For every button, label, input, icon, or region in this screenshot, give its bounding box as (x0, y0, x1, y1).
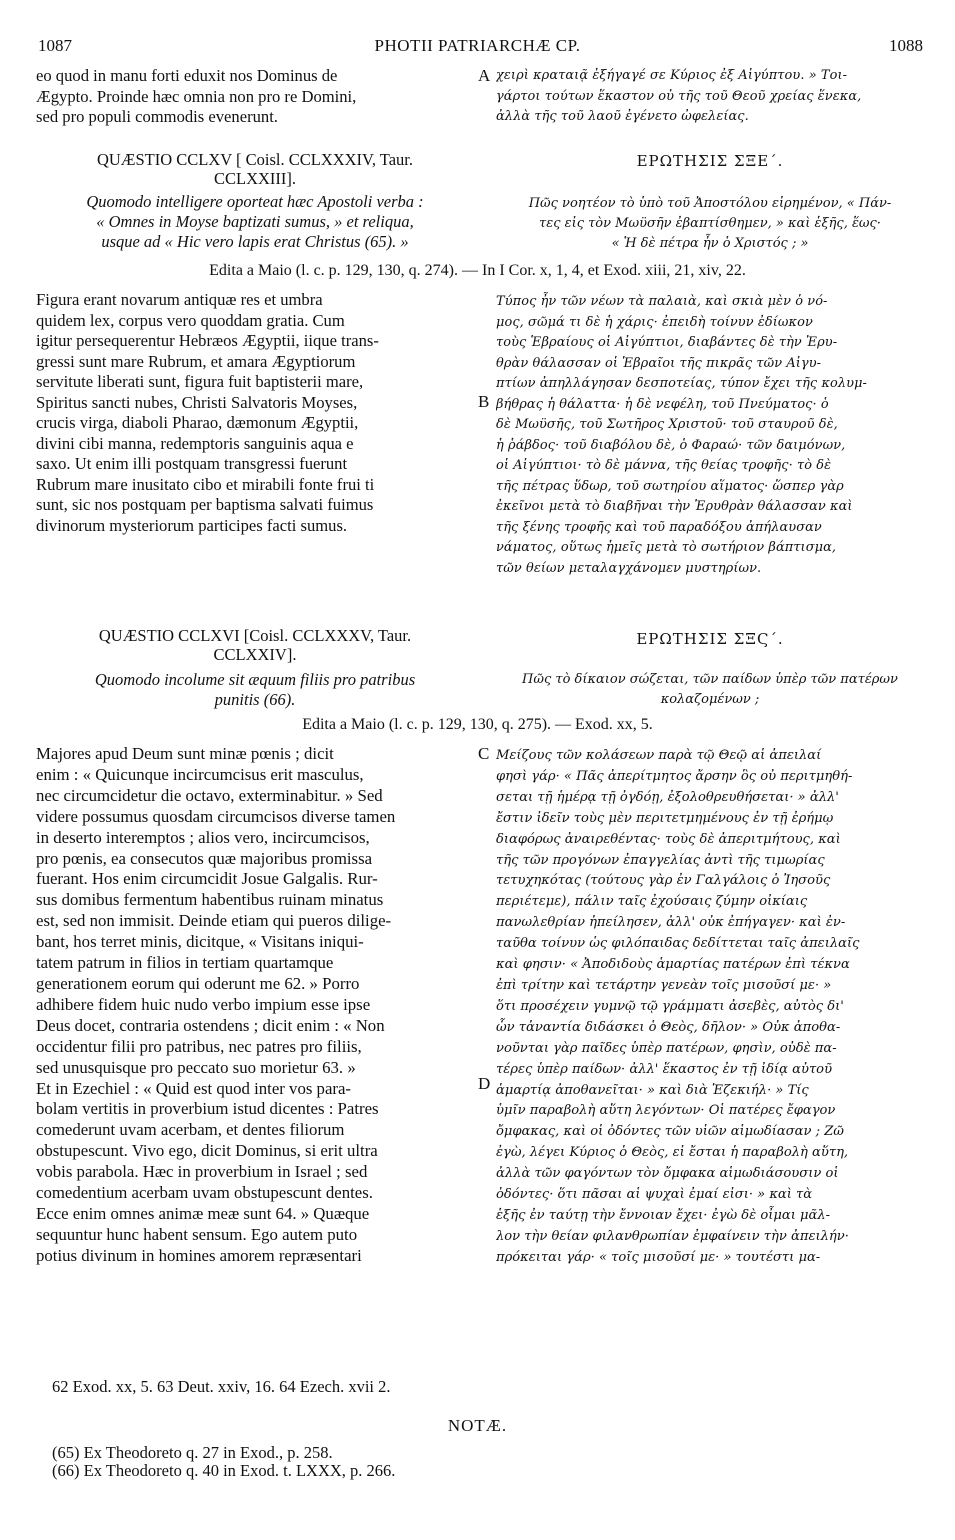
text-line: τῆς τῶν προγόνων ἐπαγγελίας ἀντὶ τῆς τιμωρίας (496, 852, 825, 868)
text-line: nec circumcidetur die octavo, exterminabitur. » Sed (36, 785, 383, 805)
text-line: obstupescunt. Vivo ego, dicit Dominus, si erit ultra (36, 1141, 378, 1161)
q266-greek-body (496, 746, 924, 1269)
note-item: (65) Ex Theodoreto q. 27 in Exod., p. 258. (52, 1443, 333, 1462)
text-line: bolam vertitis in proverbium istud dicentes : Patres (36, 1099, 379, 1119)
text-line: bant, hos terret minis, dicitque, « Visitans iniqui- (36, 932, 364, 952)
column-number-right: 1088 (889, 36, 923, 55)
text-line: potius divinum in homines amorem repræsentari (36, 1245, 362, 1265)
text-line: saxo. Ut enim illi postquam transgressi fuerunt (36, 454, 348, 473)
note-item: (66) Ex Theodoreto q. 40 in Exod. t. LXXX, p. 266. (52, 1461, 396, 1480)
q266-greek-title: Πῶς τὸ δίκαιον σώζεται, τῶν παίδων ὑπὲρ τῶν πατέρων κολαζομένων ; (522, 672, 898, 707)
text-line: ὑμῖν παραβολὴ αὕτη λεγόντων· Οἱ πατέρες ἔφαγον (496, 1103, 836, 1119)
q265-latin-title: Quomodo intelligere oporteat hæc Apostoli verba : « Omnes in Moyse baptizati sumus, » et reliqua, usque ad « Hic vero lapis erat Christus (65). » (86, 192, 424, 251)
text-line: νοῦνται γὰρ παῖδες ὑπὲρ πατέρων, φησὶν, οὐδὲ πα- (496, 1040, 837, 1056)
text-line: ὀδόντες· ὅτι πᾶσαι αἱ ψυχαὶ ἐμαί εἰσι· » καὶ τὰ (496, 1187, 813, 1203)
text-line: divinorum mysteriorum participes facti sumus. (36, 515, 348, 535)
text-line: γάρτοι τούτων ἕκαστον οὐ τῆς τοῦ Θεοῦ χρείας ἕνεκα, (496, 88, 862, 104)
text-line: διαφόρως ἀναιρεθέντας· τοὺς δὲ ἀπεριτμήτους, καὶ (496, 831, 841, 847)
text-line: ἐγὼ, λέγει Κύριος ὁ Θεὸς, εἰ ἔσται ἡ παραβολὴ αὕτη, (496, 1145, 849, 1161)
text-line: πανωλεθρίαν ἠπείλησεν, ἀλλ' οὐκ ἐπήγαγεν· καὶ ἐν- (496, 915, 846, 931)
text-line: Et in Ezechiel : « Quid est quod inter vos para- (36, 1078, 352, 1098)
text-line: Rubrum mare inusitato cibo et mirabili fonte frui ti (36, 474, 375, 494)
text-line: ὅτι προσέχειν γυμνῷ τῷ γράμματι ἀσεβὲς, αὐτὸς δι' (496, 998, 844, 1014)
text-line: οἱ Αἰγύπτιοι· τὸ δὲ μάννα, τῆς θείας τροφῆς· τὸ δὲ (496, 458, 832, 473)
text-line: Spiritus sancti nubes, Christi Salvatoris Moyses, (36, 392, 358, 412)
text-line: πρόκειται γάρ· « τοῖς μισοῦσί με· » τουτέστι μα- (496, 1249, 821, 1265)
q265-latin-heading: QUÆSTIO CCLXV [ Coisl. CCLXXXIV, Taur. CCLXXIII]. (96, 150, 414, 188)
text-line: ὄμφακας, καὶ οἱ ὀδόντες τῶν υἱῶν αἱμωδίασαν ; Ζῶ (496, 1124, 844, 1140)
text-line: ἑξῆς ἐν ταύτῃ τὴν ἔννοιαν ἔχει· ἐγὼ δὲ οἶμαι μᾶλ- (496, 1207, 831, 1223)
text-line: divini cibi manna, redemptoris sanguinis aqua e (36, 433, 354, 453)
text-line: Μείζους τῶν κολάσεων παρὰ τῷ Θεῷ αἱ ἀπειλαί (496, 748, 822, 763)
text-line: comederunt uvam acerbam, et dentes filiorum (36, 1120, 345, 1140)
text-line: Majores apud Deum sunt minæ pœnis ; dicit (36, 744, 334, 763)
margin-marker-b: B (478, 392, 490, 411)
q265-greek-heading: ΕΡΩΤΗΣΙΣ ΣΞΕ΄. (636, 152, 784, 170)
q265-source-line: Edita a Maio (l. c. p. 129, 130, q. 274). — In I Cor. x, 1, 4, et Exod. xiii, 21, xiv, 22. (209, 262, 746, 279)
text-line: occidentur filii pro patribus, nec patres pro filiis, (36, 1036, 362, 1056)
notae-list (52, 1444, 395, 1480)
text-line: τετυχηκότας (τούτους γὰρ ἐν Γαλγάλοις ὁ Ἰησοῦς (496, 873, 831, 889)
text-line: adhibere fidem huic nudo verbo impium esse ipse (36, 994, 371, 1014)
text-line: vobis parabola. Hæc in proverbium in Israel ; sed (36, 1162, 368, 1182)
q266-latin-title: Quomodo incolume sit æquum filiis pro patribus punitis (66). (94, 670, 416, 709)
text-line: μος, σῶμά τι δὲ ἡ χάρις· ἐπειδὴ τοίνυν ἐδίωκον (496, 314, 813, 330)
text-line: videre possumus quosdam circumcisos diverse tamen (36, 806, 396, 826)
q265-greek-body (496, 292, 924, 579)
intro-greek (496, 66, 924, 128)
text-line: fuerant. Hos enim circumcidit Josue Galgalis. Rur- (36, 869, 378, 889)
text-line: λον τὴν θείαν φιλανθρωπίαν ἐμφαίνειν τὴν ἀπειλήν· (496, 1228, 849, 1244)
text-line: Ægypto. Proinde hæc omnia non pro re Domini, (36, 86, 357, 106)
text-line: τῶν θείων μεταλαγχάνομεν μυστηρίων. (496, 560, 762, 576)
text-line: τοὺς Ἑβραίους οἱ Αἰγύπτιοι, διαβάντες δὲ τὴν Ἐρυ- (496, 335, 838, 350)
text-line: gressi sunt mare Rubrum, et amara Ægyptiorum (36, 351, 356, 371)
q265-latin-body (36, 290, 474, 536)
text-line: generationem eorum qui oderunt me 62. » Porro (36, 973, 360, 993)
text-line: sunt, sic nos postquam per baptisma salvati fuimus (36, 495, 374, 514)
intro-latin (36, 66, 474, 128)
margin-marker-d: D (478, 1074, 491, 1093)
text-line: tatem patrum in filios in tertiam quartamque (36, 953, 334, 973)
text-line: sus domibus fermentum habentibus ruinam minatus (36, 890, 384, 910)
text-line: comedentium acerbam uvam obstupescunt dentes. (36, 1183, 373, 1203)
text-line: τῆς ξένης τροφῆς καὶ τοῦ παραδόξου ἀπήλαυσαν (496, 519, 822, 535)
text-line: ἔστιν ἰδεῖν τοὺς μὲν περιτετμημένους ἐν τῇ ἐρήμῳ (496, 810, 834, 826)
text-line: pro pœnis, ea consecutos quæ majoribus promissa (36, 848, 373, 868)
text-line: sed unusquisque pro peccato suo morietur 63. » (36, 1057, 356, 1077)
text-line: ἀλλὰ τῶν φαγόντων τὸν ὄμφακα αἱμωδιάσουσιν οἱ (496, 1166, 839, 1182)
text-line: ὧν τἀναντία διδάσκει ὁ Θεὸς, δῆλον· » Οὐκ ἀποθα- (496, 1019, 841, 1035)
text-line: sequuntur hunc habent sensum. Ego autem puto (36, 1224, 358, 1244)
text-line: τέρες ὑπὲρ παίδων· ἀλλ' ἕκαστος ἐν τῇ ἰδίᾳ αὐτοῦ (496, 1061, 833, 1077)
text-line: τῆς πέτρας ὕδωρ, τοῦ σωτηρίου αἵματος· ὥσπερ γὰρ (496, 478, 844, 494)
text-line: sed pro populi commodis evenerunt. (36, 107, 278, 126)
margin-marker-c: C (478, 744, 490, 763)
text-line: νάματος, οὕτως ἡμεῖς μετὰ τὸ σωτήριον βάπτισμα, (496, 540, 837, 555)
text-line: βήθρας ἡ θάλαττα· ἡ δὲ νεφέλη, τοῦ Πνεύματος· ὁ (496, 396, 829, 412)
text-line: περιέτεμε), πάλιν ταῖς ἐχούσαις ζύμην οἰκίαις (496, 894, 808, 910)
q266-source-line: Edita a Maio (l. c. p. 129, 130, q. 275). — Exod. xx, 5. (302, 716, 653, 733)
text-line: igitur persequerentur Hebræos Ægyptii, iique trans- (36, 331, 379, 350)
q265-greek-title: Πῶς νοητέον τὸ ὑπὸ τοῦ Ἀποστόλου εἰρημένον, « Πάν- τες εἰς τὸν Μωϋσῆν ἐβαπτίσθημεν, » καὶ ἑξῆς, ἕως· « Ἡ δὲ πέτρα ἦν ὁ Χριστός ; » (528, 196, 892, 251)
text-line: ἁμαρτίᾳ ἀποθανεῖται· » καὶ διὰ Ἐζεκιήλ· » Τίς (496, 1082, 809, 1098)
text-line: in deserto interemptos ; alios vero, incircumcisos, (36, 827, 370, 847)
text-line: Deus docet, contraria ostendens ; dicit enim : « Non (36, 1015, 385, 1035)
text-line: θρὰν θάλασσαν οἱ Ἑβραῖοι τῆς πικρᾶς τῶν Αἰγυ- (496, 355, 822, 371)
text-line: enim : « Quicunque incircumcisus erit masculus, (36, 764, 364, 784)
text-line: ἀλλὰ τῆς τοῦ λαοῦ ἐγένετο ὠφελείας. (496, 109, 749, 124)
running-title: PHOTII PATRIARCHÆ CP. (374, 36, 581, 55)
text-line: quidem lex, corpus vero quoddam gratia. Cum (36, 310, 345, 330)
column-number-left: 1087 (38, 36, 72, 55)
text-line: servitute liberati sunt, figura fuit baptisterii mare, (36, 372, 364, 391)
q266-latin-heading: QUÆSTIO CCLXVI [Coisl. CCLXXXV, Taur. CCLXXIV]. (98, 626, 412, 664)
text-line: Τύπος ἦν τῶν νέων τὰ παλαιὰ, καὶ σκιὰ μὲν ὁ νό- (496, 294, 828, 309)
q266-greek-heading: ΕΡΩΤΗΣΙΣ ΣΞϚ΄. (636, 630, 784, 648)
text-line: Ecce enim omnes animæ meæ sunt 64. » Quæque (36, 1203, 370, 1223)
margin-marker-a: A (478, 66, 491, 85)
footnotes: 62 Exod. xx, 5. 63 Deut. xxiv, 16. 64 Ezech. xvii 2. (52, 1377, 391, 1396)
notae-heading: NOTÆ. (447, 1416, 508, 1435)
text-line: ἐπὶ τρίτην καὶ τετάρτην γενεὰν τοῖς μισοῦσί με· » (496, 977, 832, 993)
text-line: ἐκεῖνοι μετὰ τὸ διαβῆναι τὴν Ἐρυθρὰν θάλασσαν καὶ (496, 499, 853, 514)
text-line: δὲ Μωϋσῆς, τοῦ Σωτῆρος Χριστοῦ· τοῦ σταυροῦ δὲ, (496, 417, 838, 432)
text-line: χειρὶ κραταιᾷ ἐξήγαγέ σε Κύριος ἐξ Αἰγύπτου. » Τοι- (496, 68, 848, 83)
text-line: eo quod in manu forti eduxit nos Dominus de (36, 66, 338, 85)
text-line: ταῦθα τοίνυν ὡς φιλόπαιδας δεδίττεται ταῖς ἀπειλαῖς (496, 936, 860, 952)
text-line: est, sed non immisit. Deinde etiam qui pueros dilige- (36, 911, 392, 931)
text-line: πτίων ἀπηλλάγησαν δεσποτείας, τύπον ἔχει τῆς κολυμ- (496, 376, 868, 391)
text-line: σεται τῇ ἡμέρᾳ τῇ ὀγδόῃ, ἐξολοθρευθήσεται· » ἀλλ' (496, 789, 839, 805)
text-line: καὶ φησιν· « Ἀποδιδοὺς ἁμαρτίας πατέρων ἐπὶ τέκνα (496, 957, 850, 973)
text-line: φησὶ γάρ· « Πᾶς ἀπερίτμητος ἄρσην ὃς οὐ περιτμηθή- (496, 768, 853, 784)
text-line: ἡ ῥάβδος· τοῦ διαβόλου δὲ, ὁ Φαραώ· τῶν δαιμόνων, (496, 437, 846, 453)
text-line: Figura erant novarum antiquæ res et umbra (36, 290, 323, 309)
text-line: crucis virga, diaboli Pharao, dæmonum Ægyptii, (36, 413, 359, 432)
q266-latin-body (36, 744, 474, 1267)
